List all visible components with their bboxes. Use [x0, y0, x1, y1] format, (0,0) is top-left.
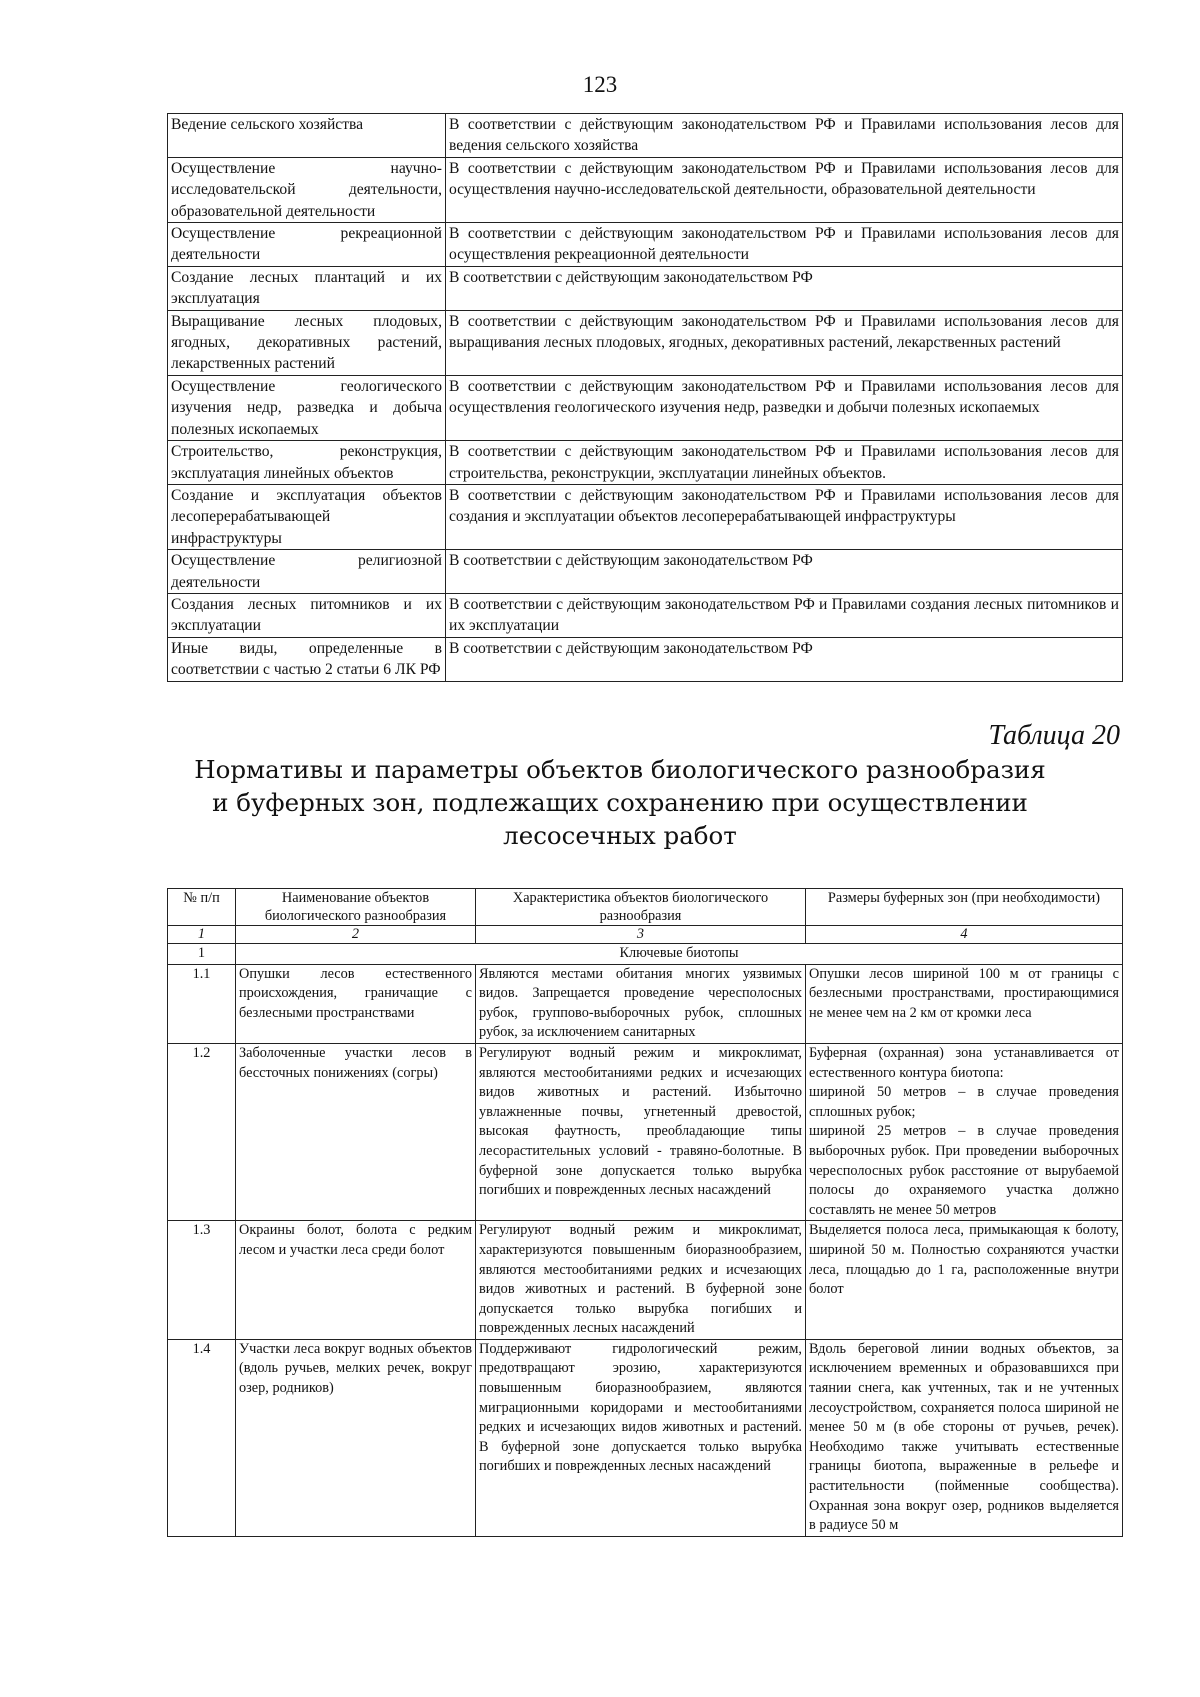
row-description: Регулируют водный режим и микроклимат, являются местообитаниями редких и исчезающих видов животных и растений. Избыточно увлажненные почвы, угнетенный древостой, высокая фаутность, преобладающие типы лесорастительных условий - травяно-болотные. В буферной зоне допускается только вырубка погибших и поврежденных лесных насаждений — [476, 1043, 806, 1220]
table-row — [168, 1221, 1123, 1340]
table-row — [168, 441, 1123, 485]
activity-cell: Иные виды, определенные в соответствии с частью 2 статьи 6 ЛК РФ — [168, 637, 446, 681]
activity-cell: Создание лесных плантаций и их эксплуатация — [168, 266, 446, 310]
table-row — [168, 1339, 1123, 1536]
header-description: Характеристика объектов биологического разнообразия — [476, 889, 806, 926]
rule-cell: В соответствии с действующим законодательством РФ и Правилами использования лесов для осуществления научно-исследовательской деятельности, образовательной деятельности — [446, 157, 1123, 222]
rule-cell: В соответствии с действующим законодательством РФ — [446, 637, 1123, 681]
table-label: Таблица 20 — [988, 720, 1120, 751]
column-number-row — [168, 926, 1123, 944]
section-title: Ключевые биотопы — [236, 944, 1123, 965]
activity-cell: Выращивание лесных плодовых, ягодных, декоративных растений, лекарственных растений — [168, 310, 446, 375]
row-name: Окраины болот, болота с редким лесом и участки леса среди болот — [236, 1221, 476, 1340]
table-row — [168, 375, 1123, 440]
activity-cell: Осуществление рекреационной деятельности — [168, 223, 446, 267]
row-buffer — [806, 1043, 1123, 1220]
activity-cell: Строительство, реконструкция, эксплуатация линейных объектов — [168, 441, 446, 485]
table-row — [168, 484, 1123, 549]
rule-cell: В соответствии с действующим законодательством РФ и Правилами создания лесных питомников и их эксплуатации — [446, 593, 1123, 637]
table-title — [160, 753, 1080, 852]
table-row — [168, 114, 1123, 158]
section-num: 1 — [168, 944, 236, 965]
row-description: Поддерживают гидрологический режим, предотвращают эрозию, характеризуются повышенным биоразнообразием, являются миграционными коридорами и местообитаниями редких и исчезающих видов животных и растений. В буферной зоне допускается только вырубка погибших и поврежденных лесных насаждений — [476, 1339, 806, 1536]
activity-cell: Осуществление научно-исследовательской деятельности, образовательной деятельности — [168, 157, 446, 222]
table-row — [168, 964, 1123, 1043]
row-num: 1.2 — [168, 1043, 236, 1220]
table-row — [168, 266, 1123, 310]
header-buffer: Размеры буферных зон (при необходимости) — [806, 889, 1123, 926]
buffer-line: шириной 50 метров – в случае проведения сплошных рубок; — [809, 1084, 1119, 1120]
table-row — [168, 550, 1123, 594]
table-row — [168, 310, 1123, 375]
table-row — [168, 1043, 1123, 1220]
activity-cell: Осуществление геологического изучения недр, разведка и добыча полезных ископаемых — [168, 375, 446, 440]
row-name: Опушки лесов естественного происхождения, граничащие с безлесными пространствами — [236, 964, 476, 1043]
header-name: Наименование объектов биологического разнообразия — [236, 889, 476, 926]
rule-cell: В соответствии с действующим законодательством РФ и Правилами использования лесов для ведения сельского хозяйства — [446, 114, 1123, 158]
row-buffer: Вдоль береговой линии водных объектов, за исключением временных и образовавшихся при таянии снега, как учтенных, так и не учтенных лесоустройством, сохраняется полоса шириной не менее 50 м (в обе стороны от ручьев, речек). Необходимо также учитывать естественные границы биотопа, выраженные в рельефе и растительности (пойменные сообщества). Охранная зона вокруг озер, родников выделяется в радиусе 50 м — [806, 1339, 1123, 1536]
header-num: № п/п — [168, 889, 236, 926]
row-buffer: Опушки лесов шириной 100 м от границы с безлесными пространствами, простирающимися не менее чем на 2 км от кромки леса — [806, 964, 1123, 1043]
column-number: 2 — [236, 926, 476, 944]
row-description: Являются местами обитания многих уязвимых видов. Запрещается проведение чересполосных рубок, группово-выборочных рубок, сплошных рубок, за исключением санитарных — [476, 964, 806, 1043]
header-row — [168, 889, 1123, 926]
column-number: 4 — [806, 926, 1123, 944]
row-num: 1.3 — [168, 1221, 236, 1340]
section-row — [168, 944, 1123, 965]
column-number: 1 — [168, 926, 236, 944]
row-name: Участки леса вокруг водных объектов (вдоль ручьев, мелких речек, вокруг озер, родников) — [236, 1339, 476, 1536]
rule-cell: В соответствии с действующим законодательством РФ и Правилами использования лесов для осуществления геологического изучения недр, разведки и добычи полезных ископаемых — [446, 375, 1123, 440]
table-row — [168, 223, 1123, 267]
page-number: 123 — [582, 72, 618, 97]
row-num: 1.1 — [168, 964, 236, 1043]
column-number: 3 — [476, 926, 806, 944]
activity-cell: Создание и эксплуатация объектов лесоперерабатывающей инфраструктуры — [168, 484, 446, 549]
rule-cell: В соответствии с действующим законодательством РФ — [446, 266, 1123, 310]
table-row — [168, 157, 1123, 222]
row-num: 1.4 — [168, 1339, 236, 1536]
row-buffer: Выделяется полоса леса, примыкающая к болоту, шириной 50 м. Полностью сохраняются участки леса, площадью до 1 га, расположенные внутри болот — [806, 1221, 1123, 1340]
buffer-line: Буферная (охранная) зона устанавливается от естественного контура биотопа: — [809, 1044, 1119, 1081]
rule-cell: В соответствии с действующим законодательством РФ и Правилами использования лесов для строительства, реконструкции, эксплуатации линейных объектов. — [446, 441, 1123, 485]
row-name: Заболоченные участки лесов в бессточных понижениях (согры) — [236, 1043, 476, 1220]
rule-cell: В соответствии с действующим законодательством РФ и Правилами использования лесов для выращивания лесных плодовых, ягодных, декоративных растений, лекарственных растений — [446, 310, 1123, 375]
buffer-line: шириной 25 метров – в случае проведения выборочных рубок. При проведении выборочных чересполосных рубок расстояние от вырубаемой полосы до охраняемого участка должно составлять не менее 50 метров — [809, 1123, 1119, 1218]
table-title-line: лесосечных работ — [503, 821, 737, 850]
rule-cell: В соответствии с действующим законодательством РФ и Правилами использования лесов для создания и эксплуатации объектов лесоперерабатывающей инфраструктуры — [446, 484, 1123, 549]
rule-cell: В соответствии с действующим законодательством РФ — [446, 550, 1123, 594]
activity-cell: Ведение сельского хозяйства — [168, 114, 446, 158]
table-title-line: и буферных зон, подлежащих сохранению при осуществлении — [212, 788, 1028, 817]
table-row — [168, 637, 1123, 681]
row-description: Регулируют водный режим и микроклимат, характеризуются повышенным биоразнообразием, являются местообитаниями редких и исчезающих видов животных и растений. В буферной зоне допускается только вырубка погибших и поврежденных лесных насаждений — [476, 1221, 806, 1340]
rule-cell: В соответствии с действующим законодательством РФ и Правилами использования лесов для осуществления рекреационной деятельности — [446, 223, 1123, 267]
biodiversity-table — [167, 888, 1123, 1537]
activity-cell: Осуществление религиозной деятельности — [168, 550, 446, 594]
table-title-line: Нормативы и параметры объектов биологического разнообразия — [194, 755, 1046, 784]
forest-use-table — [167, 113, 1123, 682]
table-row — [168, 593, 1123, 637]
activity-cell: Создания лесных питомников и их эксплуатации — [168, 593, 446, 637]
